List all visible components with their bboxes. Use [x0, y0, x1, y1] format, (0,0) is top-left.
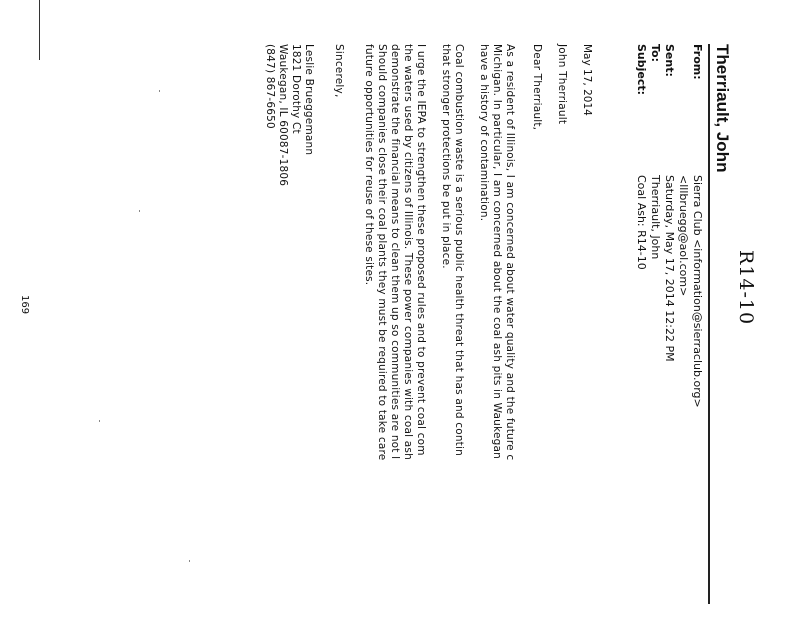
sent-value: Saturday, May 17, 2014 12:22 PM: [663, 175, 676, 362]
from-value: Sierra Club <information@sierraclub.org>: [691, 175, 704, 408]
footer-rule: [39, 0, 40, 60]
para2-line1: Coal combustion waste is a serious public health threat that has and contin: [453, 44, 465, 456]
para3-line1: I urge the IEPA to strengthen these proposed rules and to prevent coal com: [415, 44, 427, 456]
subject-value: Coal Ash: R14-10: [635, 175, 648, 270]
para3-line3: demonstrate the financial means to clean them up so communities are not l: [389, 44, 401, 460]
signature-street: 1821 Dorothy Ct: [290, 44, 302, 134]
para3-line5: future opportunities for reuse of these sites.: [363, 44, 375, 286]
case-number: R14-10: [735, 250, 757, 326]
para1-line1: As a resident of Illinois, I am concerned about water quality and the future c: [504, 44, 516, 461]
para3-line4: Should companies close their coal plants they must be required to take care: [376, 44, 388, 461]
letter-date: May 17, 2014: [581, 44, 593, 116]
recipient-line: John Therriault: [556, 44, 568, 125]
scan-speck: [139, 210, 140, 212]
scan-speck: [99, 420, 100, 422]
to-label: To:: [649, 44, 662, 62]
closing: Sincerely,: [333, 44, 345, 98]
signature-name: Leslie Brueggemann: [303, 44, 315, 156]
scan-speck: [159, 90, 160, 92]
signature-city: Waukegan, IL 60087-1806: [277, 44, 289, 187]
scan-speck: [189, 560, 190, 562]
salutation: Dear Therriault,: [531, 44, 543, 131]
to-value: Therriault, John: [649, 175, 662, 260]
from-label: From:: [691, 44, 704, 80]
page-number: 169: [19, 295, 30, 315]
signature-phone: (847) 867-6650: [264, 44, 276, 129]
subject-label: Subject:: [635, 44, 648, 96]
sender-name: Therriault, John: [713, 44, 732, 173]
para3-line2: the waters used by citizens of Illinois. These power companies with coal ash: [402, 44, 414, 460]
header-divider: [708, 44, 710, 604]
from-email: <lllbruegg@aol.com>: [677, 175, 690, 297]
para2-line2: that stronger protections be put in place.: [440, 44, 452, 269]
sent-label: Sent:: [663, 44, 676, 77]
para1-line2: Michigan. In particular, I am concerned about the coal ash pits in Waukegan: [491, 44, 503, 459]
para1-line3: have a history of contamination.: [478, 44, 490, 222]
